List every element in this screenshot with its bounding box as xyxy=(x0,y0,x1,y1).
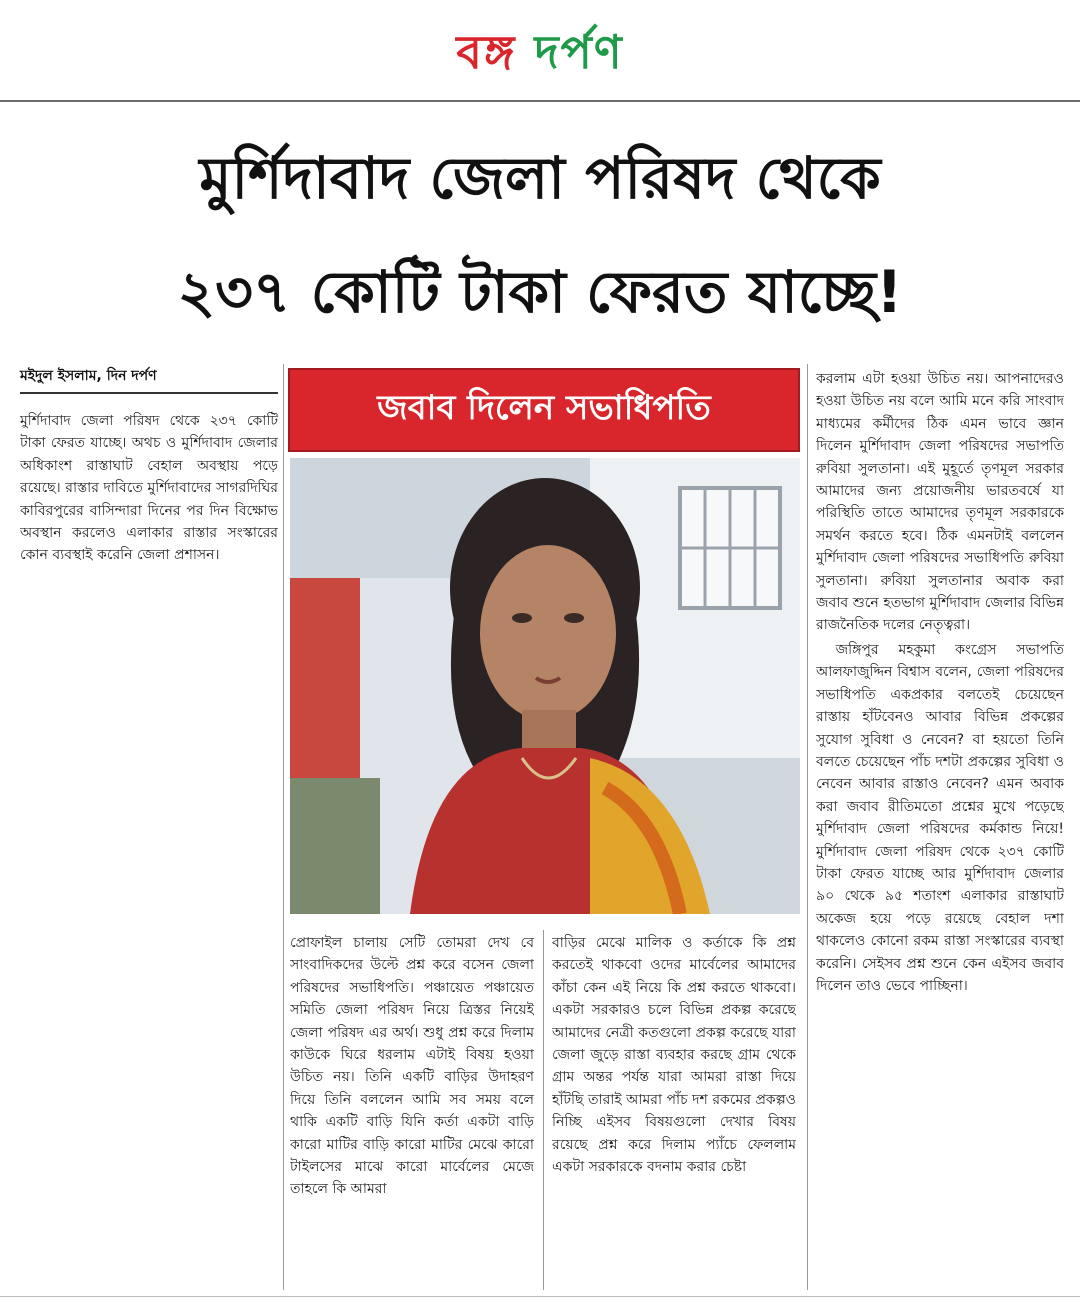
byline: মইদুল ইসলাম, দিন দর্পণ xyxy=(20,364,278,394)
logo-part-1: বঙ্গ xyxy=(456,25,517,79)
column-divider xyxy=(807,364,808,1290)
paragraph: বাড়ির মেঝে মালিক ও কর্তাকে কি প্রশ্ন করতেই থাকবো ওদের মার্বেলের আমাদের কাঁচা কেন এই নিয়ে কি প্রশ্ন করতে থাকবো। একটা সরকারও চলে বিভিন্ন প্রকল্প করেছে আমাদের নেত্রী কতগুলো প্রকল্প করেছে যারা জেলা জুড়ে রাস্তা ব্যবহার করছে গ্রাম থেকে গ্রাম অন্তর পর্যন্ত যারা আমরা রাস্তা দিয়ে হাঁটছি তারাই আমরা পাঁচ দশ রকমের প্রকল্পও নিচ্ছি এইসব বিষয়গুলো দেখার বিষয় রয়েছে প্রশ্ন করে দিলাম প্যাঁচে ফেললাম একটা সরকারকে বদনাম করার চেষ্টা xyxy=(552,935,796,1176)
paragraph: প্রোফাইল চালায় সেটি তোমরা দেখ বে সাংবাদিকদের উল্টে প্রশ্ন করে বসেন জেলা পরিষদের সভাধিপতি। পঞ্চায়েত পঞ্চায়েত সমিতি জেলা পরিষদ নিয়ে ত্রিস্তর নিয়েই জেলা পরিষদ এর অর্থ। শুধু প্রশ্ন করে দিলাম কাউকে ঘিরে ধরলাম এটাই বিষয় হওয়া উচিত নয়। তিনি একটি বাড়ির উদাহরণ দিয়ে তিনি বললেন আমি সব সময় বলে থাকি একটি বাড়ি যিনি কর্তা একটা বাড়ি কারো মাটির বাড়ি কারো মাটির মেঝে কারো টাইলসের মাঝে কারো মার্বেলের মেজে তাহলে কি আমরা xyxy=(290,935,534,1198)
masthead xyxy=(0,0,1080,100)
paragraph: জঙ্গিপুর মহকুমা কংগ্রেস সভাপতি আলফাজুদ্দিন বিশ্বাস বলেন, জেলা পরিষদের সভাধিপতি একপ্রকার বলতেই চেয়েছেন রাস্তায় হাঁটবেনও আবার বিভিন্ন প্রকল্পের সুযোগ সুবিধা ও নেবেন? বা হয়তো তিনি বলতে চেয়েছেন পাঁচ দশটা প্রকল্পের সুবিধা ও নেবেন আবার রাস্তাও নেবেন? এমন অবাক করা জবাব রীতিমতো প্রশ্নের মুখে পড়েছে মুর্শিদাবাদ জেলা পরিষদের কর্মকান্ড নিয়ে! মুর্শিদাবাদ জেলা পরিষদ থেকে ২৩৭ কোটি টাকা ফেরত যাচ্ছে আর মুর্শিদাবাদ জেলার ৯০ থেকে ৯৫ শতাংশ এলাকার রাস্তাঘাট অকেজ হয়ে পড়ে রয়েছে বেহাল দশা থাকলেও কোনো রকম রাস্তা সংস্কারের ব্যবস্থা করেনি। সেইসব প্রশ্ন শুনে কেন এইসব জবাব দিলেন তাও ভেবে পাচ্ছিনা। xyxy=(816,641,1064,994)
portrait-photo-illustration xyxy=(290,458,800,914)
headline-line-1: মুর্শিদাবাদ জেলা পরিষদ থেকে xyxy=(199,144,881,212)
headline-line-2: ২৩৭ কোটি টাকা ফেরত যাচ্ছে! xyxy=(177,258,903,326)
column-divider xyxy=(543,930,544,1290)
paragraph: মুর্শিদাবাদ জেলা পরিষদ থেকে ২৩৭ কোটি টাকা ফেরত যাচ্ছে। অথচ ও মুর্শিদাবাদ জেলার অধিকাংশ রাস্তাঘাট বেহাল অবস্থায় পড়ে রয়েছে। রাস্তার দাবিতে মুর্শিদাবাদের সাগরদিঘির কাবিরপুরের বাসিন্দারা দিনের পর দিন বিক্ষোভ অবস্থান করলেও এলাকার রাস্তার সংস্কারের কোন ব্যবস্থাই করেনি জেলা প্রশাসন। xyxy=(20,413,278,564)
subheadline-text: জবাব দিলেন সভাধিপতি xyxy=(377,387,711,428)
page-bottom-rule xyxy=(0,1296,1080,1297)
article-column-4 xyxy=(816,368,1064,1290)
article-column-1 xyxy=(20,410,278,1290)
subheadline-banner xyxy=(288,368,800,452)
article-photo xyxy=(290,458,800,914)
column-divider xyxy=(283,364,284,1290)
newspaper-logo xyxy=(0,18,1080,94)
masthead-divider xyxy=(0,100,1080,102)
logo-part-2: দর্পণ xyxy=(534,25,624,79)
article-column-2 xyxy=(290,932,534,1287)
paragraph: করলাম এটা হওয়া উচিত নয়। আপনাদেরও হওয়া উচিত নয় বলে আমি মনে করি সাংবাদ মাধ্যমের কর্মীদের ঠিক এমন ভাবে জ্ঞান দিলেন মুর্শিদাবাদ জেলা পরিষদের সভাপতি রুবিয়া সুলতানা। এই মুহূর্তে তৃণমূল সরকার আমাদের জন্য প্রয়োজনীয় ভারতবর্ষে যা পরিস্থিতি তাতে আমাদের তৃণমূল সরকারকে সমর্থন করতে হবে। ঠিক এমনটাই বললেন মুর্শিদাবাদ জেলা পরিষদের সভাধিপতি রুবিয়া সুলতানা। রুবিয়া সুলতানার অবাক করা জবাব শুনে হতভাগ মুর্শিদাবাদ জেলার বিভিন্ন রাজনৈতিক দলের নেতৃত্বরা। xyxy=(816,371,1064,634)
article-column-3 xyxy=(552,932,796,1287)
